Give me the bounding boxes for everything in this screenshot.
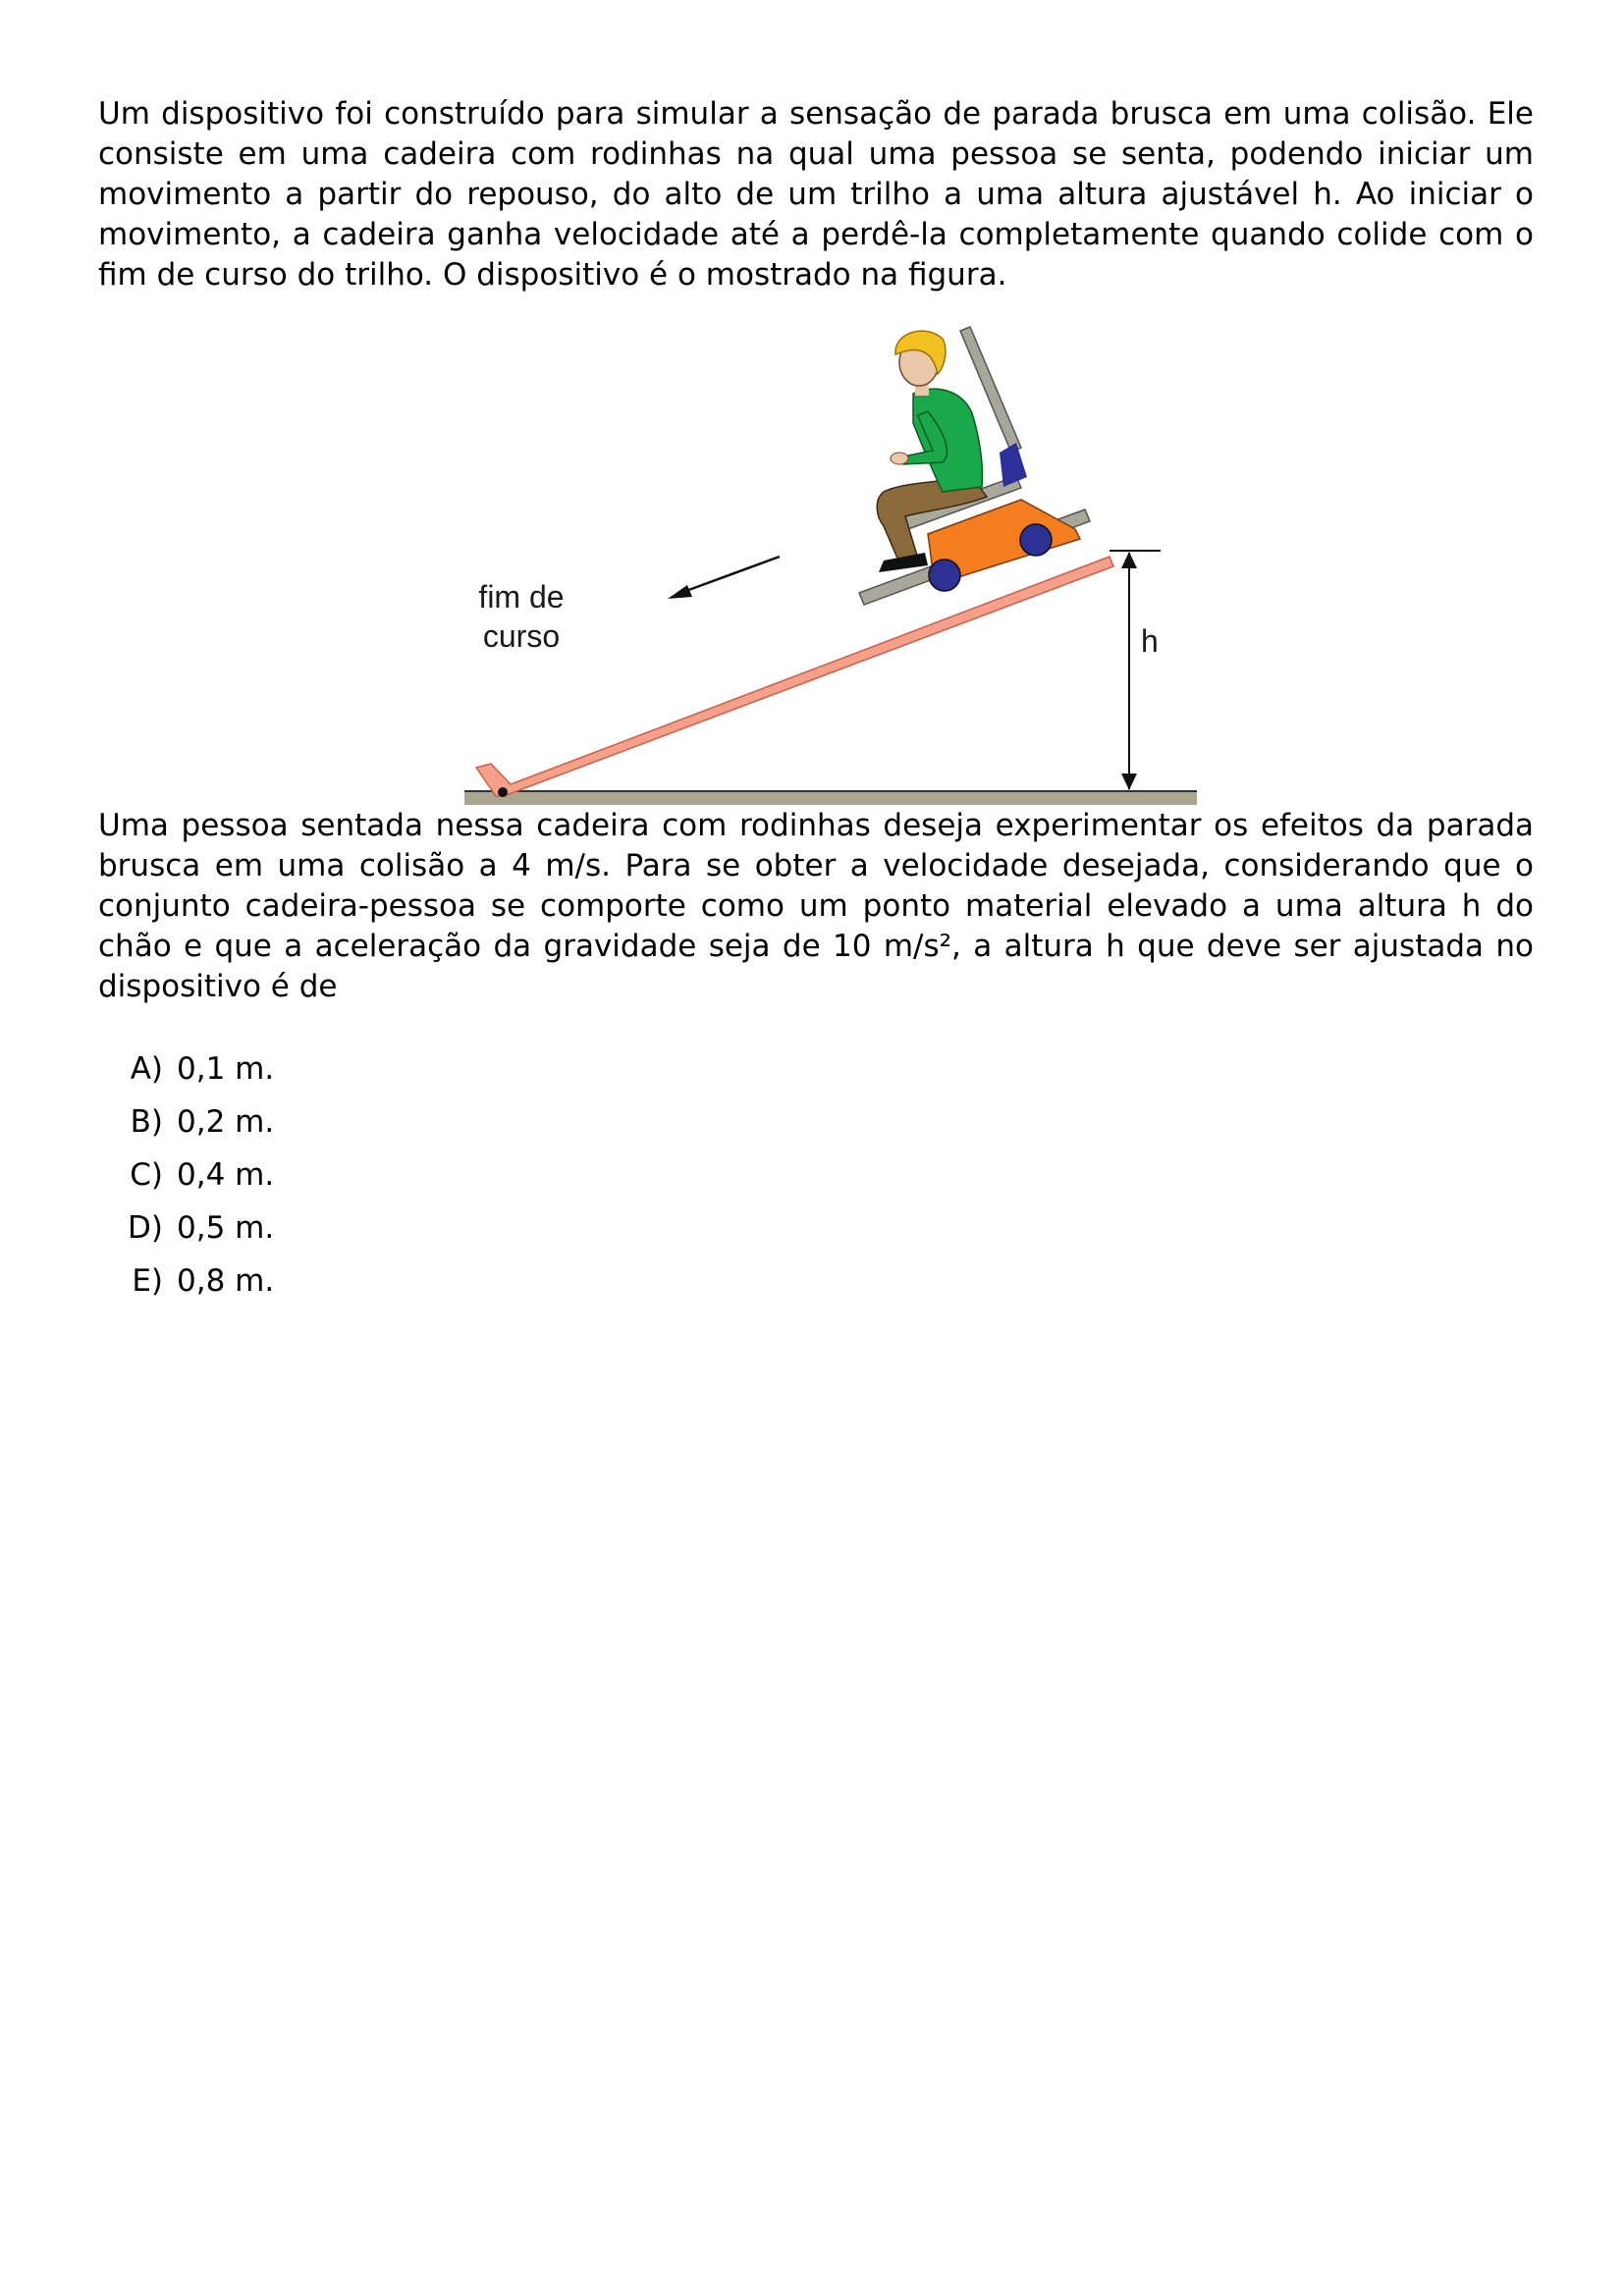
option-a[interactable] [98, 1042, 1534, 1095]
backrest-cushion [1000, 443, 1027, 487]
option-c[interactable] [98, 1148, 1534, 1201]
question-body: Uma pessoa sentada nessa cadeira com rodinhas deseja experimentar os efeitos da parada brusca em uma colisão a 4 m/s. Para se obter a velocidade desejada, considerando que o conjunto cadeira-pessoa se comporte como um ponto material elevado a uma altura h do chão e que a aceleração da gravidade seja de 10 m/s², a altura h que deve ser ajustada no dispositivo é de [98, 808, 1534, 1004]
height-dimension [1110, 551, 1161, 790]
question-page [98, 94, 1534, 1308]
option-letter: D) [128, 1210, 163, 1246]
option-text: 0,1 m. [177, 1051, 275, 1087]
direction-arrow [668, 557, 780, 599]
option-letter: C) [130, 1157, 163, 1193]
option-text: 0,5 m. [177, 1210, 275, 1246]
option-d[interactable] [98, 1201, 1534, 1255]
track-pivot [498, 787, 508, 797]
option-text: 0,2 m. [177, 1104, 275, 1140]
option-e[interactable] [98, 1255, 1534, 1308]
ground [464, 791, 1197, 805]
option-letter: B) [130, 1104, 163, 1140]
label-end-of-travel [443, 577, 600, 656]
wheel-front [1020, 524, 1052, 556]
label-end-line1: fim de [478, 579, 565, 614]
option-b[interactable] [98, 1095, 1534, 1148]
question-intro: Um dispositivo foi construído para simular a sensação de parada brusca em uma colisão. Ele consiste em uma cadeira com rodinhas na qual uma pessoa se senta, podendo iniciar um movimento a partir do repouso, do alto de um trilho a uma altura ajustável h. Ao iniciar o movimento, a cadeira ganha velocidade até a perdê-la completamente quando colide com o fim de curso do trilho. O dispositivo é o mostrado na figura. [98, 96, 1534, 293]
label-end-line2: curso [482, 618, 561, 654]
label-height: h [1141, 623, 1159, 659]
option-text: 0,8 m. [177, 1263, 275, 1299]
option-text: 0,4 m. [177, 1157, 275, 1193]
answer-options [98, 1042, 1534, 1308]
device-figure [98, 295, 1534, 806]
option-letter: A) [130, 1051, 163, 1087]
wheel-rear [929, 560, 960, 591]
option-letter: E) [132, 1263, 163, 1299]
